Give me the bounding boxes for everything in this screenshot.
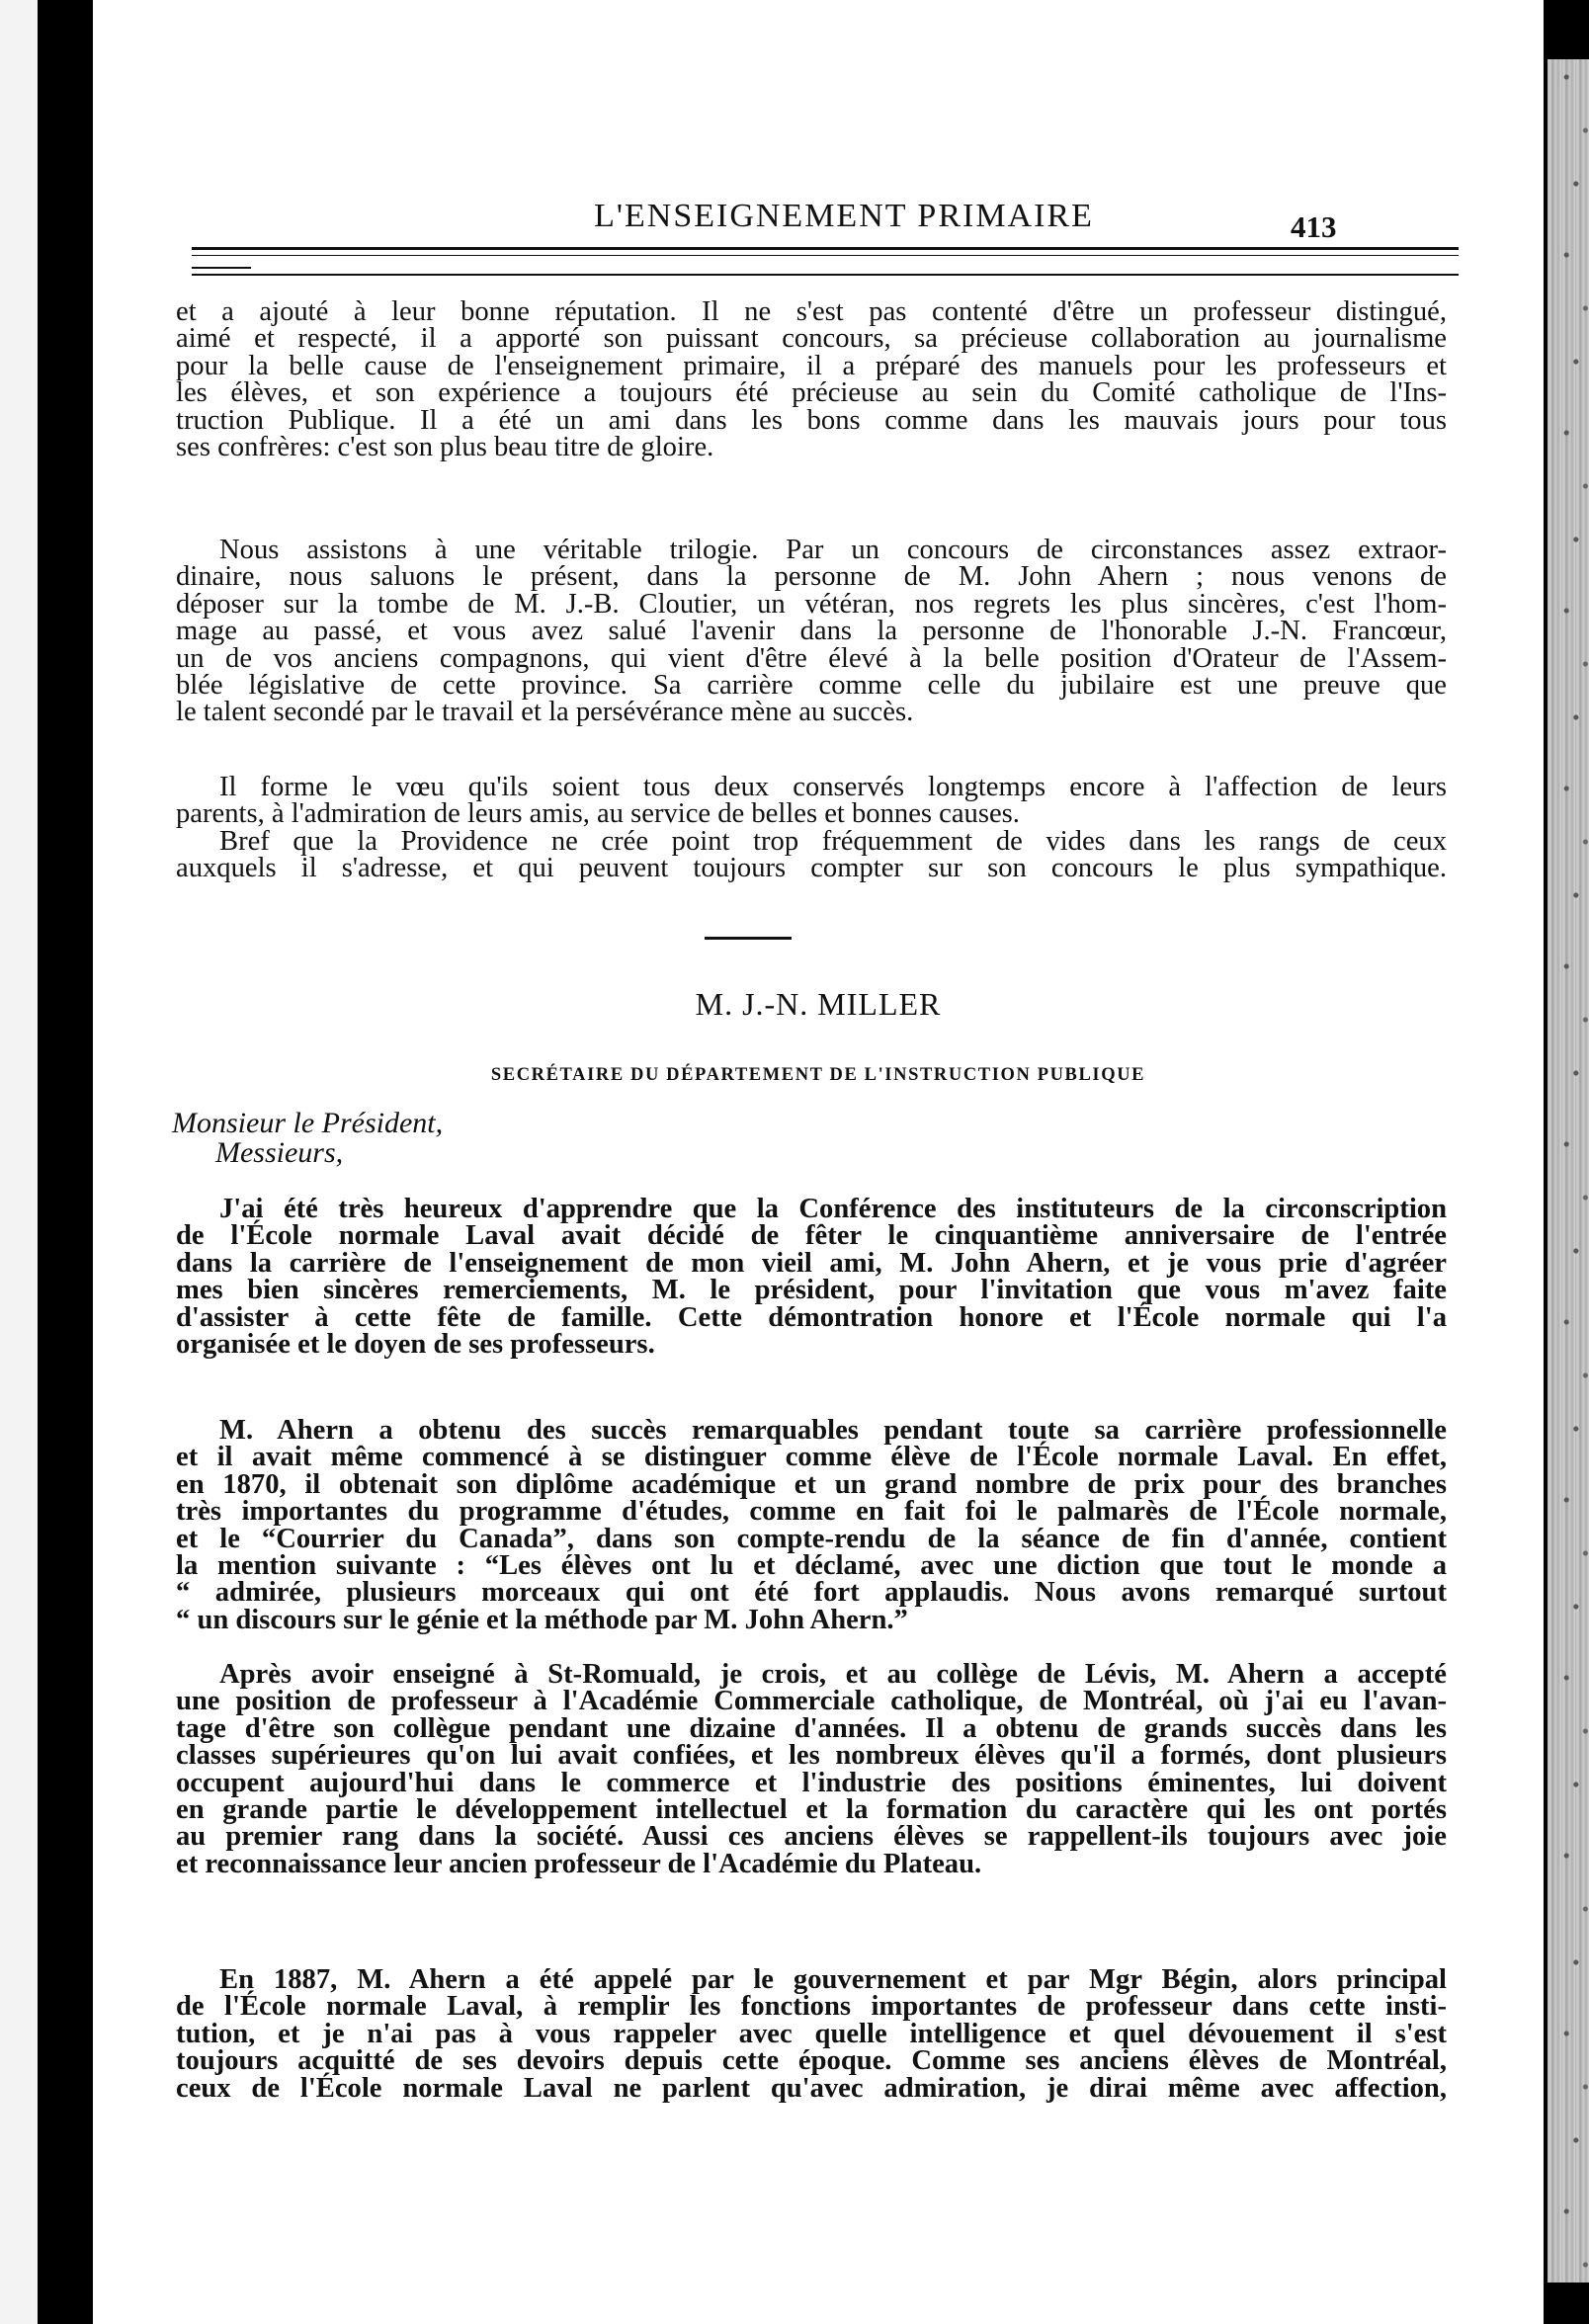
page-edge-speckle — [1547, 59, 1589, 2282]
page-number: 413 — [1291, 209, 1337, 244]
text-line: Après avoir enseigné à St-Romuald, je crois, et au collège de Lévis, M. Ahern a accepté — [219, 1659, 1447, 1690]
running-title: L'ENSEIGNEMENT PRIMAIRE — [594, 198, 1094, 234]
text-line: organisée et le doyen de ses professeurs. — [176, 1328, 655, 1360]
paragraph-reputation — [176, 298, 1447, 460]
salutation-president: Monsieur le Président, — [172, 1107, 444, 1139]
text-line: un de vos anciens compagnons, qui vient d'être élevé à la belle position d'Orateur de l'Assem- — [176, 642, 1447, 674]
text-line: Nous assistons à une véritable trilogie. Par un concours de circonstances assez extraor- — [219, 535, 1447, 565]
salutation-messieurs: Messieurs, — [215, 1136, 344, 1169]
text-line: blée législative de cette province. Sa carrière comme celle du jubilaire est une preuve que — [176, 669, 1447, 701]
text-line: de l'École normale Laval avait décidé de fêter le cinquantième anniversaire de l'entrée — [176, 1220, 1447, 1252]
text-line: M. Ahern a obtenu des succès remarquables pendant toute sa carrière professionnelle — [219, 1415, 1447, 1446]
book-page — [93, 0, 1544, 2324]
header-rule-stub — [192, 267, 251, 269]
paragraph-1887 — [176, 1966, 1447, 2102]
paragraph-providence — [176, 828, 1447, 882]
header-rule-thick — [192, 247, 1459, 250]
text-line: en grande partie le développement intellectuel et la formation du caractère qui les ont portés — [176, 1793, 1447, 1825]
text-line: au premier rang dans la société. Aussi ces anciens élèves se rappellent-ils toujours avec joie — [176, 1821, 1447, 1853]
header-rule-thin — [192, 255, 1459, 256]
paragraph-voeu — [176, 774, 1447, 828]
section-title: M. J.-N. MILLER — [695, 986, 942, 1022]
text-line: et le “Courrier du Canada”, dans son compte-rendu de la séance de fin d'année, contient — [176, 1523, 1447, 1554]
text-line: et a ajouté à leur bonne réputation. Il ne s'est pas contenté d'être un professeur distingué, — [176, 296, 1447, 327]
text-line: “ admirée, plusieurs morceaux qui ont été fort applaudis. Nous avons remarqué surtout — [176, 1577, 1447, 1609]
text-line: classes supérieures qu'on lui avait confiées, et les nombreux élèves qu'il a formés, dont plusieurs — [176, 1740, 1447, 1772]
text-line: ses confrères: c'est son plus beau titre de gloire. — [176, 431, 714, 462]
text-line: parents, à l'admiration de leurs amis, au service de belles et bonnes causes. — [176, 798, 1020, 830]
text-line: la mention suivante : “Les élèves ont lu et déclamé, avec une diction que tout le monde a — [176, 1549, 1447, 1581]
text-line: “ un discours sur le génie et la méthode par M. John Ahern.” — [176, 1604, 908, 1635]
text-line: mage au passé, et vous avez salué l'avenir dans la personne de l'honorable J.-N. Francœur, — [176, 616, 1447, 647]
text-line: dinaire, nous saluons le présent, dans la personne de M. John Ahern ; nous venons de — [176, 561, 1447, 593]
text-line: pour la belle cause de l'enseignement primaire, il a préparé des manuels pour les professeurs et — [176, 350, 1447, 381]
section-subtitle: SECRÉTAIRE DU DÉPARTEMENT DE L'INSTRUCTION PUBLIQUE — [490, 1065, 1146, 1085]
text-line: de l'École normale Laval, à remplir les fonctions importantes de professeur dans cette insti- — [176, 1991, 1447, 2023]
text-line: toujours acquitté de ses devoirs depuis cette époque. Comme ses anciens élèves de Montréal, — [176, 2045, 1447, 2077]
text-line: les élèves, et son expérience a toujours été précieuse au sein du Comité catholique de l'Ins- — [176, 377, 1447, 409]
paragraph-st-romuald — [176, 1661, 1447, 1877]
text-line: tage d'être son collègue pendant une dizaine d'années. Il a obtenu de grands succès dans les — [176, 1712, 1447, 1744]
text-line: et il avait même commencé à se distinguer comme élève de l'École normale Laval. En effet, — [176, 1442, 1447, 1473]
header-rule-lower — [192, 274, 1459, 276]
text-line: tution, et je n'ai pas à vous rappeler avec quelle intelligence et quel dévouement il s'est — [176, 2018, 1447, 2049]
text-line: très importantes du programme d'études, comme en fait foi le palmarès de l'École normale, — [176, 1496, 1447, 1528]
text-line: le talent secondé par le travail et la persévérance mène au succès. — [176, 697, 914, 728]
text-line: auxquels il s'adresse, et qui peuvent toujours compter sur son concours le plus sympathique. — [176, 853, 1447, 884]
text-line: Il forme le vœu qu'ils soient tous deux conservés longtemps encore à l'affection de leurs — [219, 772, 1447, 802]
paragraph-heureux — [176, 1196, 1447, 1358]
text-line: et reconnaissance leur ancien professeur de l'Académie du Plateau. — [176, 1848, 982, 1879]
text-line: une position de professeur à l'Académie Commerciale catholique, de Montréal, où j'ai eu l'avan- — [176, 1686, 1447, 1717]
paragraph-trilogie — [176, 537, 1447, 726]
text-line: déposer sur la tombe de M. J.-B. Cloutier, un vétéran, nos regrets les plus sincères, c'est l'hom- — [176, 588, 1447, 620]
text-line: occupent aujourd'hui dans le commerce et l'industrie des positions éminentes, lui doivent — [176, 1767, 1447, 1798]
text-line: En 1887, M. Ahern a été appelé par le gouvernement et par Mgr Bégin, alors principal — [219, 1964, 1447, 1995]
text-line: aimé et respecté, il a apporté son puissant concours, sa précieuse collaboration au journalisme — [176, 323, 1447, 355]
scan-facing-page-strip — [0, 0, 38, 2324]
text-line: truction Publique. Il a été un ami dans les bons comme dans les mauvais jours pour tous — [176, 404, 1447, 436]
section-divider — [705, 937, 792, 940]
text-line: mes bien sincères remerciements, M. le président, pour l'invitation que vous m'avez faite — [176, 1275, 1447, 1306]
text-line: d'assister à cette fête de famille. Cette démontration honore et l'École normale qui l'a — [176, 1301, 1447, 1333]
text-line: dans la carrière de l'enseignement de mon vieil ami, M. John Ahern, et je vous prie d'agréer — [176, 1247, 1447, 1279]
text-line: Bref que la Providence ne crée point trop fréquemment de vides dans les rangs de ceux — [219, 826, 1447, 857]
paragraph-succes — [176, 1417, 1447, 1633]
text-line: en 1870, il obtenait son diplôme académique et un grand nombre de prix pour des branches — [176, 1468, 1447, 1500]
text-line: ceux de l'École normale Laval ne parlent qu'avec admiration, je dirai même avec affection, — [176, 2072, 1447, 2104]
text-line: J'ai été très heureux d'apprendre que la Conférence des instituteurs de la circonscription — [219, 1194, 1447, 1224]
